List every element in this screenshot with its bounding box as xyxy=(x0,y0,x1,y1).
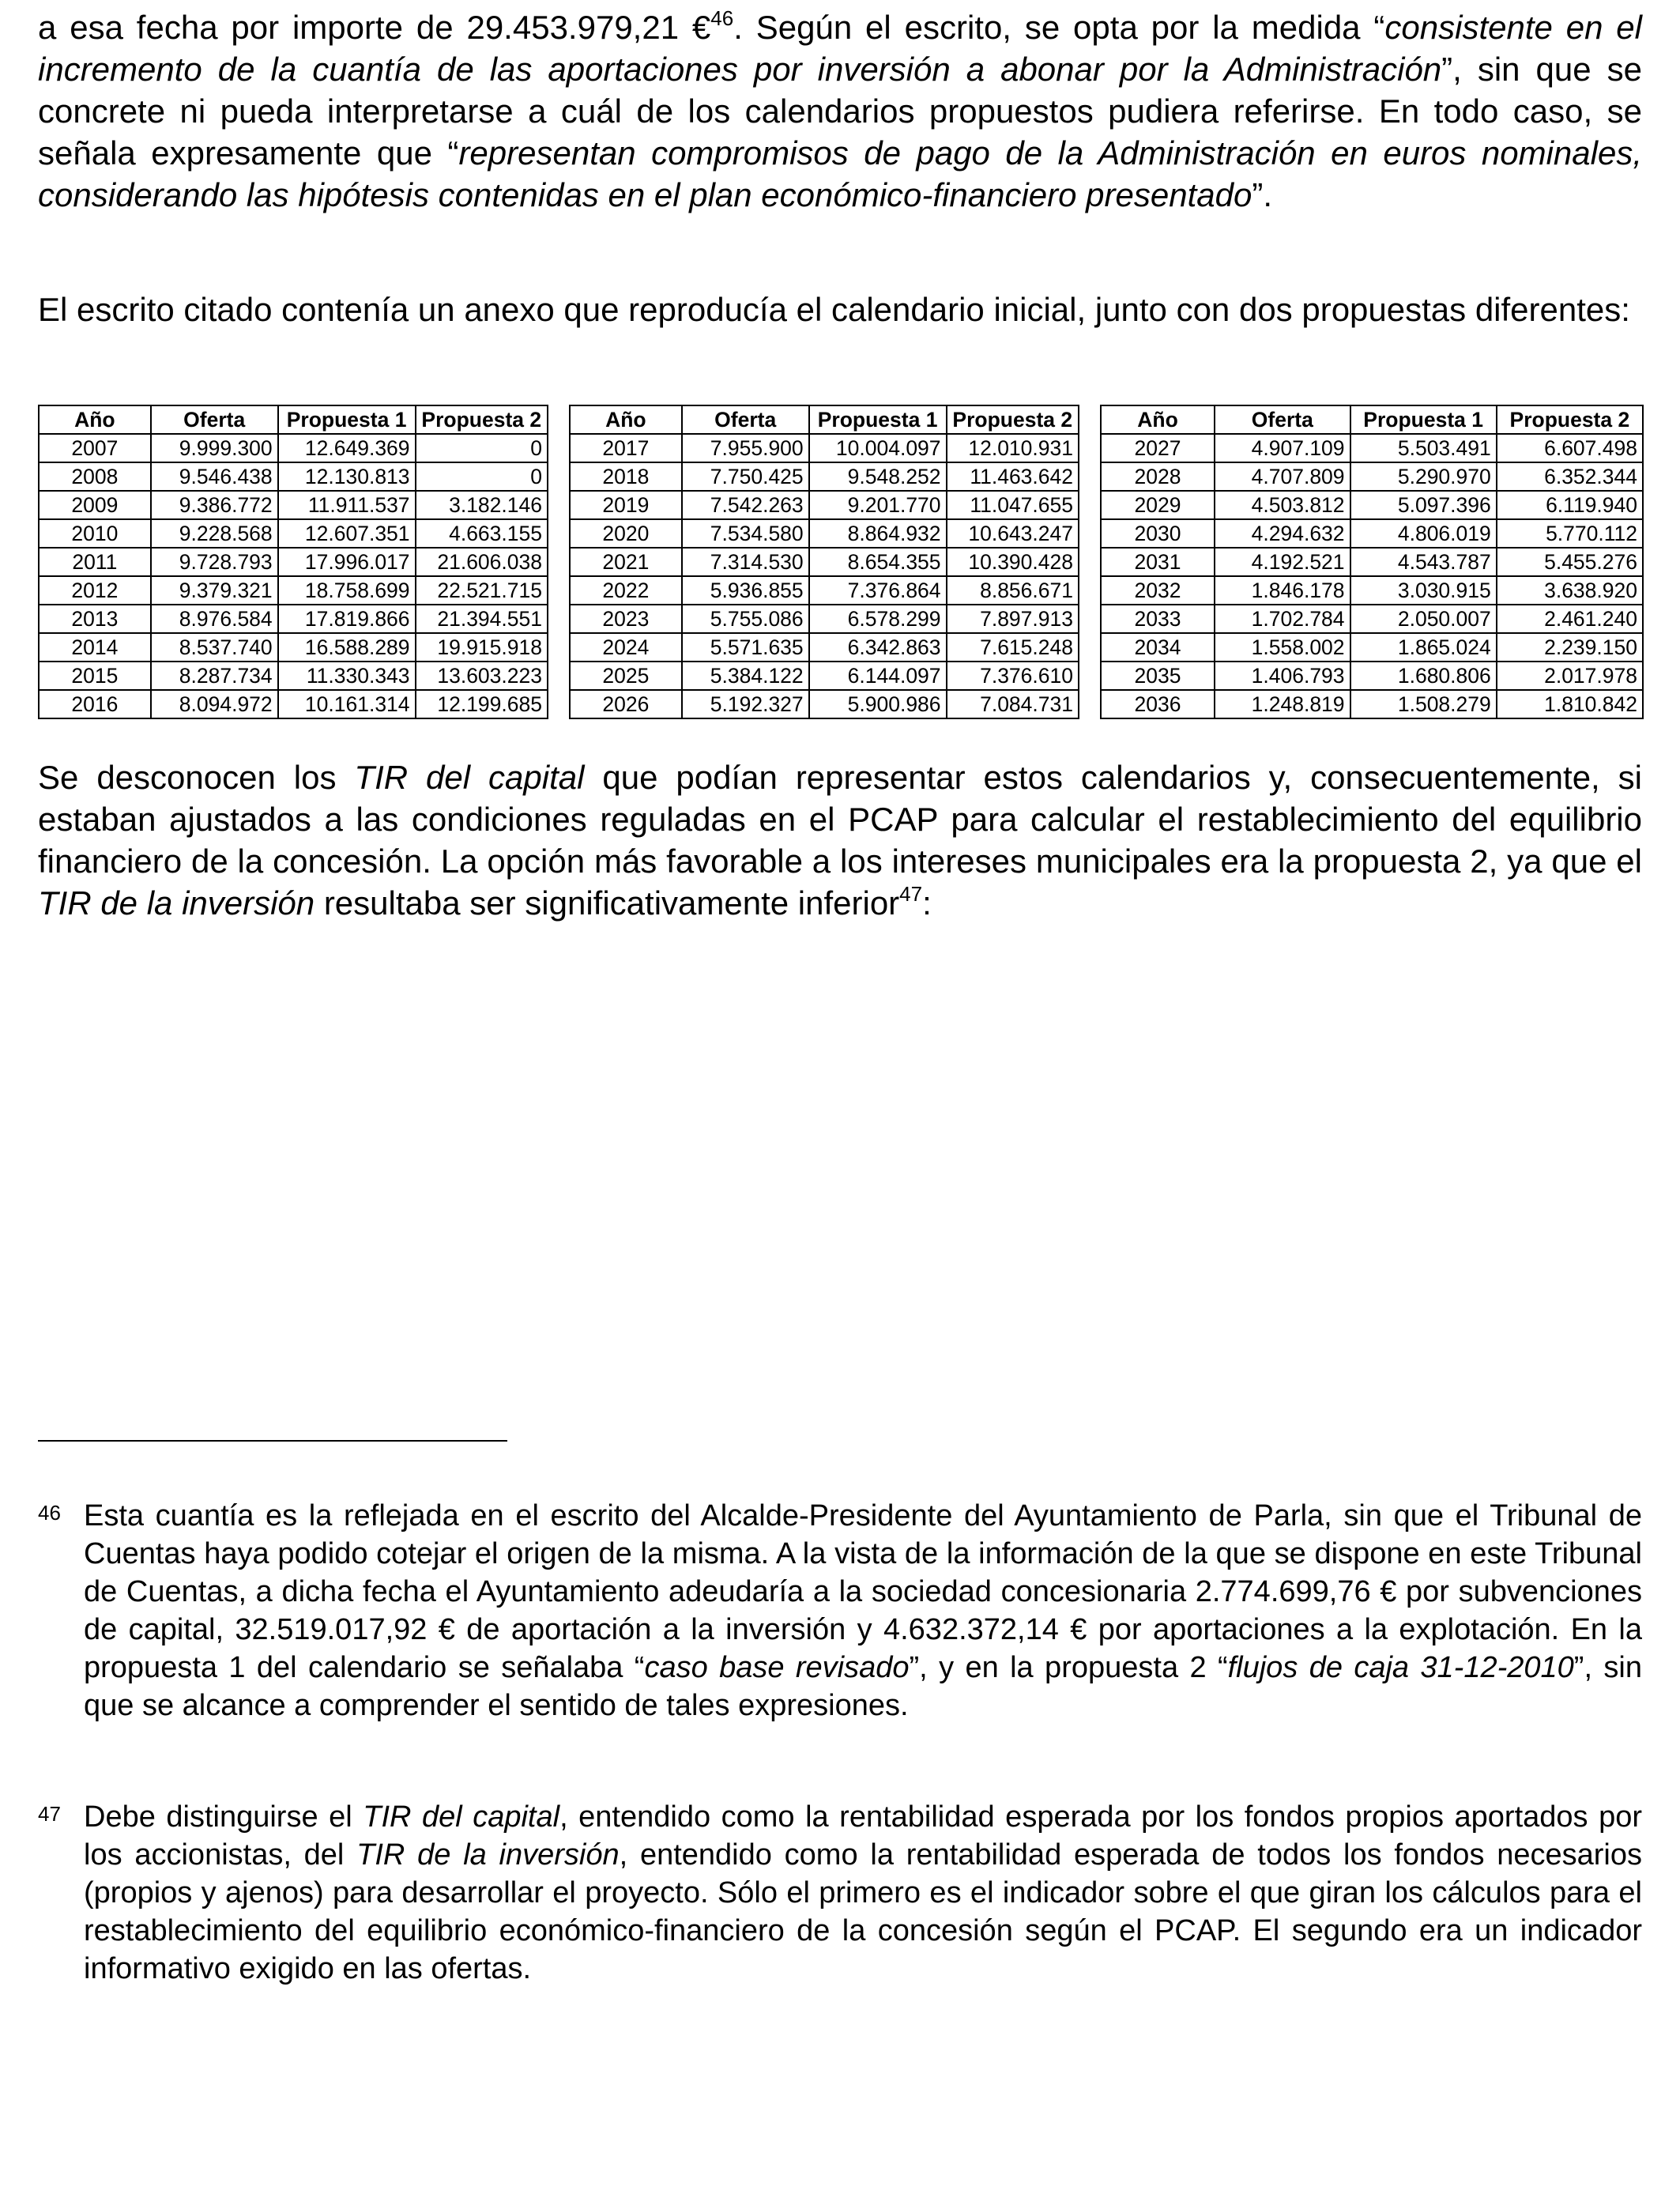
header-propuesta-2: Propuesta 2 xyxy=(416,405,548,434)
cell-propuesta-1: 5.900.986 xyxy=(809,690,947,718)
table-row xyxy=(570,519,1079,548)
footnote-47 xyxy=(38,1798,1642,1988)
table-row xyxy=(39,519,548,548)
header-propuesta-2: Propuesta 2 xyxy=(1497,405,1643,434)
table-row xyxy=(570,605,1079,633)
cell-propuesta-1: 10.161.314 xyxy=(278,690,416,718)
cell-oferta: 9.728.793 xyxy=(151,548,278,576)
cell-propuesta-1: 10.004.097 xyxy=(809,434,947,462)
table-row xyxy=(1101,662,1643,690)
cell-year: 2014 xyxy=(39,633,151,662)
footnote-text xyxy=(84,1497,1642,1725)
table-row xyxy=(39,491,548,519)
cell-oferta: 5.192.327 xyxy=(682,690,809,718)
paragraph-2: El escrito citado contenía un anexo que reproducía el calendario inicial, junto con dos propuestas diferentes: xyxy=(38,291,1630,328)
cell-propuesta-1: 16.588.289 xyxy=(278,633,416,662)
cell-propuesta-2: 19.915.918 xyxy=(416,633,548,662)
cell-oferta: 9.999.300 xyxy=(151,434,278,462)
table-row xyxy=(39,605,548,633)
cell-year: 2011 xyxy=(39,548,151,576)
cell-oferta: 7.314.530 xyxy=(682,548,809,576)
table-row xyxy=(1101,605,1643,633)
cell-propuesta-1: 6.578.299 xyxy=(809,605,947,633)
header-propuesta-1: Propuesta 1 xyxy=(1350,405,1497,434)
cell-oferta: 4.907.109 xyxy=(1215,434,1350,462)
cell-propuesta-2: 13.603.223 xyxy=(416,662,548,690)
calendar-tables xyxy=(38,405,1644,719)
cell-year: 2034 xyxy=(1101,633,1215,662)
header-oferta: Oferta xyxy=(1215,405,1350,434)
table-row xyxy=(39,548,548,576)
table-row xyxy=(1101,491,1643,519)
p3-text-1: Se desconocen los xyxy=(38,759,355,796)
cell-propuesta-2: 10.643.247 xyxy=(947,519,1079,548)
cell-year: 2021 xyxy=(570,548,682,576)
cell-propuesta-1: 17.996.017 xyxy=(278,548,416,576)
cell-propuesta-2: 6.607.498 xyxy=(1497,434,1643,462)
table-row xyxy=(570,576,1079,605)
cell-propuesta-2: 1.810.842 xyxy=(1497,690,1643,718)
p3-text-4: : xyxy=(922,884,932,922)
cell-propuesta-2: 11.047.655 xyxy=(947,491,1079,519)
cell-propuesta-2: 5.455.276 xyxy=(1497,548,1643,576)
cell-propuesta-2: 12.199.685 xyxy=(416,690,548,718)
table-header-row xyxy=(570,405,1079,434)
table-row xyxy=(570,548,1079,576)
cell-year: 2026 xyxy=(570,690,682,718)
cell-propuesta-1: 3.030.915 xyxy=(1350,576,1497,605)
table-row xyxy=(1101,434,1643,462)
cell-propuesta-2: 4.663.155 xyxy=(416,519,548,548)
p3-term-tir-capital: TIR del capital xyxy=(354,759,585,796)
paragraph-1 xyxy=(38,6,1642,216)
fn47-text-3: , entendido como la rentabilidad esperada de todos los fondos necesarios (propios y ajenos) para desarrollar el proyecto. Sólo el primero es el indicador sobre el que giran los cálculos para el restablecimiento del equilibrio económico-financiero de la concesión según el PCAP. El segundo era un indicador informativo exigido en las ofertas. xyxy=(84,1838,1642,1985)
cell-year: 2008 xyxy=(39,462,151,491)
cell-oferta: 1.702.784 xyxy=(1215,605,1350,633)
cell-propuesta-1: 12.607.351 xyxy=(278,519,416,548)
header-ano: Año xyxy=(570,405,682,434)
cell-propuesta-1: 17.819.866 xyxy=(278,605,416,633)
header-propuesta-2: Propuesta 2 xyxy=(947,405,1079,434)
cell-propuesta-1: 11.330.343 xyxy=(278,662,416,690)
cell-year: 2033 xyxy=(1101,605,1215,633)
cell-year: 2024 xyxy=(570,633,682,662)
footnote-46 xyxy=(38,1497,1642,1725)
footnote-number: 46 xyxy=(38,1501,61,1525)
cell-propuesta-1: 5.290.970 xyxy=(1350,462,1497,491)
table-row xyxy=(1101,576,1643,605)
table-row xyxy=(570,662,1079,690)
cell-oferta: 4.707.809 xyxy=(1215,462,1350,491)
cell-year: 2036 xyxy=(1101,690,1215,718)
cell-oferta: 5.936.855 xyxy=(682,576,809,605)
fn47-italic-2: TIR de la inversión xyxy=(356,1838,620,1872)
cell-propuesta-1: 1.680.806 xyxy=(1350,662,1497,690)
paragraph-3 xyxy=(38,756,1642,924)
table-row xyxy=(570,462,1079,491)
cell-propuesta-2: 6.119.940 xyxy=(1497,491,1643,519)
cell-year: 2017 xyxy=(570,434,682,462)
cell-propuesta-2: 7.084.731 xyxy=(947,690,1079,718)
footnote-text xyxy=(84,1798,1642,1988)
cell-propuesta-2: 10.390.428 xyxy=(947,548,1079,576)
cell-propuesta-1: 1.865.024 xyxy=(1350,633,1497,662)
cell-propuesta-1: 5.097.396 xyxy=(1350,491,1497,519)
cell-propuesta-1: 7.376.864 xyxy=(809,576,947,605)
fn46-text-1: Esta cuantía es la reflejada en el escrito del Alcalde-Presidente del Ayuntamiento de Parla, sin que el Tribunal de Cuentas haya podido cotejar el origen de la misma. A la vista de la información de la que se dispone en este Tribunal de Cuentas, a dicha fecha el Ayuntamiento adeudaría a la sociedad concesionaria 2.774.699,76 € por subvenciones de capital, 32.519.017,92 € de aportación a la inversión y 4.632.372,14 € por aportaciones a la explotación. En la propuesta 1 del calendario se señalaba “ xyxy=(84,1499,1642,1684)
table-row xyxy=(39,633,548,662)
cell-propuesta-1: 4.543.787 xyxy=(1350,548,1497,576)
cell-year: 2018 xyxy=(570,462,682,491)
cell-propuesta-2: 22.521.715 xyxy=(416,576,548,605)
cell-oferta: 9.546.438 xyxy=(151,462,278,491)
header-propuesta-1: Propuesta 1 xyxy=(809,405,947,434)
cell-year: 2019 xyxy=(570,491,682,519)
footnote-number: 47 xyxy=(38,1802,61,1826)
cell-year: 2010 xyxy=(39,519,151,548)
table-row xyxy=(570,633,1079,662)
cell-year: 2029 xyxy=(1101,491,1215,519)
table-row xyxy=(570,434,1079,462)
cell-oferta: 7.750.425 xyxy=(682,462,809,491)
cell-oferta: 7.955.900 xyxy=(682,434,809,462)
table-row xyxy=(39,462,548,491)
cell-oferta: 5.384.122 xyxy=(682,662,809,690)
cell-oferta: 4.192.521 xyxy=(1215,548,1350,576)
cell-year: 2027 xyxy=(1101,434,1215,462)
cell-propuesta-2: 21.394.551 xyxy=(416,605,548,633)
cell-oferta: 1.406.793 xyxy=(1215,662,1350,690)
table-header-row xyxy=(39,405,548,434)
cell-year: 2020 xyxy=(570,519,682,548)
cell-oferta: 7.542.263 xyxy=(682,491,809,519)
table-row xyxy=(1101,462,1643,491)
header-propuesta-1: Propuesta 1 xyxy=(278,405,416,434)
table-row xyxy=(39,690,548,718)
cell-propuesta-2: 0 xyxy=(416,434,548,462)
cell-propuesta-2: 21.606.038 xyxy=(416,548,548,576)
cell-propuesta-2: 2.239.150 xyxy=(1497,633,1643,662)
calendar-table-2007-2016 xyxy=(38,405,548,719)
cell-oferta: 8.537.740 xyxy=(151,633,278,662)
fn46-text-2: ”, y en la propuesta 2 “ xyxy=(909,1651,1228,1684)
cell-oferta: 1.248.819 xyxy=(1215,690,1350,718)
cell-propuesta-1: 4.806.019 xyxy=(1350,519,1497,548)
cell-year: 2031 xyxy=(1101,548,1215,576)
footnote-separator xyxy=(38,1440,507,1442)
table-row xyxy=(1101,519,1643,548)
table-row xyxy=(39,662,548,690)
cell-propuesta-2: 7.376.610 xyxy=(947,662,1079,690)
cell-year: 2025 xyxy=(570,662,682,690)
cell-propuesta-2: 7.615.248 xyxy=(947,633,1079,662)
cell-propuesta-2: 5.770.112 xyxy=(1497,519,1643,548)
cell-year: 2013 xyxy=(39,605,151,633)
cell-propuesta-1: 9.201.770 xyxy=(809,491,947,519)
cell-oferta: 4.294.632 xyxy=(1215,519,1350,548)
cell-year: 2007 xyxy=(39,434,151,462)
cell-propuesta-2: 8.856.671 xyxy=(947,576,1079,605)
fn47-italic-1: TIR del capital xyxy=(363,1800,560,1834)
cell-propuesta-2: 3.638.920 xyxy=(1497,576,1643,605)
fn46-italic-1: caso base revisado xyxy=(644,1651,910,1684)
cell-oferta: 5.755.086 xyxy=(682,605,809,633)
cell-year: 2030 xyxy=(1101,519,1215,548)
cell-propuesta-2: 0 xyxy=(416,462,548,491)
cell-year: 2009 xyxy=(39,491,151,519)
cell-oferta: 7.534.580 xyxy=(682,519,809,548)
cell-propuesta-1: 8.654.355 xyxy=(809,548,947,576)
footnote-ref-47[interactable]: 47 xyxy=(899,882,923,906)
cell-propuesta-2: 7.897.913 xyxy=(947,605,1079,633)
cell-oferta: 9.386.772 xyxy=(151,491,278,519)
header-oferta: Oferta xyxy=(151,405,278,434)
cell-propuesta-1: 6.144.097 xyxy=(809,662,947,690)
cell-year: 2016 xyxy=(39,690,151,718)
p1-quote-1: consistente en el incremento de la cuantía de las aportaciones por inversión a abonar por la Administración xyxy=(38,9,1642,88)
header-oferta: Oferta xyxy=(682,405,809,434)
fn46-italic-2: flujos de caja 31-12-2010 xyxy=(1227,1651,1574,1684)
p1-text-2: . Según el escrito, se opta por la medida “ xyxy=(733,9,1385,46)
p3-term-tir-inversion: TIR de la inversión xyxy=(38,884,315,922)
cell-oferta: 9.228.568 xyxy=(151,519,278,548)
header-ano: Año xyxy=(39,405,151,434)
cell-propuesta-1: 2.050.007 xyxy=(1350,605,1497,633)
cell-year: 2035 xyxy=(1101,662,1215,690)
table-row xyxy=(1101,690,1643,718)
cell-year: 2012 xyxy=(39,576,151,605)
cell-oferta: 1.558.002 xyxy=(1215,633,1350,662)
cell-oferta: 8.094.972 xyxy=(151,690,278,718)
calendar-table-2017-2026 xyxy=(569,405,1079,719)
cell-propuesta-1: 5.503.491 xyxy=(1350,434,1497,462)
cell-propuesta-2: 6.352.344 xyxy=(1497,462,1643,491)
cell-propuesta-1: 9.548.252 xyxy=(809,462,947,491)
cell-propuesta-1: 6.342.863 xyxy=(809,633,947,662)
p1-quote-2: representan compromisos de pago de la Administración en euros nominales, considerando las hipótesis contenidas en el plan económico-financiero presentado xyxy=(38,134,1642,213)
footnote-ref-46[interactable]: 46 xyxy=(710,6,734,30)
cell-propuesta-1: 8.864.932 xyxy=(809,519,947,548)
cell-oferta: 1.846.178 xyxy=(1215,576,1350,605)
cell-propuesta-1: 12.649.369 xyxy=(278,434,416,462)
cell-propuesta-2: 11.463.642 xyxy=(947,462,1079,491)
table-row xyxy=(570,491,1079,519)
cell-year: 2023 xyxy=(570,605,682,633)
cell-propuesta-2: 2.461.240 xyxy=(1497,605,1643,633)
cell-propuesta-2: 2.017.978 xyxy=(1497,662,1643,690)
header-ano: Año xyxy=(1101,405,1215,434)
cell-propuesta-1: 12.130.813 xyxy=(278,462,416,491)
p3-text-2: que podían representar estos calendarios y, consecuentemente, si estaban ajustados a las condiciones reguladas en el PCAP para calcular el restablecimiento del equilibrio financiero de la concesión. La opción más favorable a los intereses municipales era la propuesta 2, ya que el xyxy=(38,759,1642,880)
cell-propuesta-1: 18.758.699 xyxy=(278,576,416,605)
p3-text-3: resultaba ser significativamente inferior xyxy=(315,884,900,922)
cell-year: 2022 xyxy=(570,576,682,605)
cell-year: 2015 xyxy=(39,662,151,690)
fn46-text-3: ”, sin que se alcance a comprender el sentido de tales expresiones. xyxy=(84,1651,1642,1722)
p1-text-3: ”, sin que se concrete ni pueda interpretarse a cuál de los calendarios propuestos pudiera referirse. En todo caso, se señala expresamente que “ xyxy=(38,51,1642,172)
cell-propuesta-2: 3.182.146 xyxy=(416,491,548,519)
calendar-table-2027-2036 xyxy=(1100,405,1644,719)
cell-oferta: 8.976.584 xyxy=(151,605,278,633)
table-header-row xyxy=(1101,405,1643,434)
cell-propuesta-1: 1.508.279 xyxy=(1350,690,1497,718)
cell-propuesta-1: 11.911.537 xyxy=(278,491,416,519)
fn47-text-2: , entendido como la rentabilidad esperada por los fondos propios aportados por los accionistas, del xyxy=(84,1800,1642,1872)
table-row xyxy=(39,434,548,462)
cell-propuesta-2: 12.010.931 xyxy=(947,434,1079,462)
fn47-text-1: Debe distinguirse el xyxy=(84,1800,363,1834)
cell-year: 2028 xyxy=(1101,462,1215,491)
cell-oferta: 5.571.635 xyxy=(682,633,809,662)
table-row xyxy=(1101,548,1643,576)
table-row xyxy=(570,690,1079,718)
cell-oferta: 8.287.734 xyxy=(151,662,278,690)
p1-text-4: ”. xyxy=(1252,176,1272,213)
cell-oferta: 4.503.812 xyxy=(1215,491,1350,519)
p1-text-1: a esa fecha por importe de 29.453.979,21 € xyxy=(38,9,711,46)
cell-oferta: 9.379.321 xyxy=(151,576,278,605)
table-row xyxy=(1101,633,1643,662)
table-row xyxy=(39,576,548,605)
cell-year: 2032 xyxy=(1101,576,1215,605)
